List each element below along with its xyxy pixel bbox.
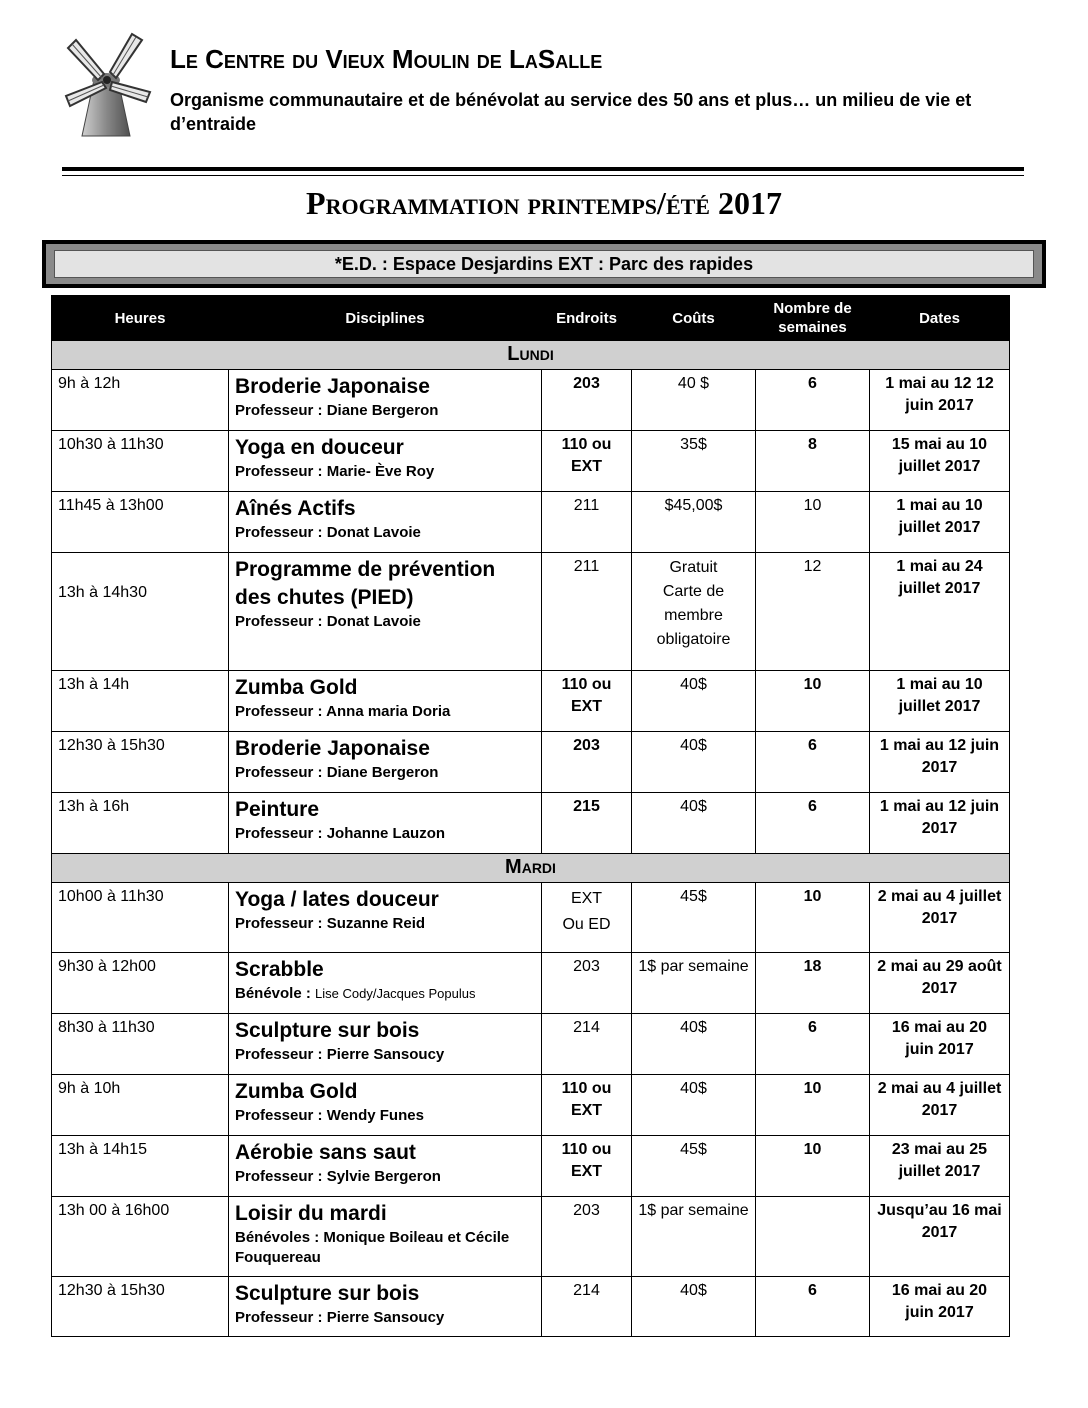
teacher-name: Monique Boileau et Cécile Fouquereau (235, 1229, 510, 1266)
cell-time: 9h à 10h (52, 1075, 229, 1136)
cell-discipline (229, 1014, 542, 1075)
table-row (52, 953, 1010, 1014)
cell-time: 13h 00 à 16h00 (52, 1197, 229, 1277)
cell-weeks (756, 1197, 870, 1277)
teacher-name: Donat Lavoie (326, 613, 421, 630)
cell-place (542, 883, 632, 953)
cell-dates: 1 mai au 10 juillet 2017 (870, 671, 1010, 732)
table-row (52, 732, 1010, 793)
cell-time: 10h00 à 11h30 (52, 883, 229, 953)
discipline-name: Yoga en douceur (235, 436, 404, 459)
cell-dates: 15 mai au 10 juillet 2017 (870, 431, 1010, 492)
cell-place: 211 (542, 492, 632, 553)
cell-weeks: 10 (756, 492, 870, 553)
teacher-label: Professeur : (235, 764, 327, 781)
cell-discipline (229, 953, 542, 1014)
cell-weeks: 6 (756, 1277, 870, 1337)
discipline-teacher (235, 914, 535, 934)
discipline-teacher (235, 612, 535, 632)
teacher-name: Marie- Ève Roy (326, 463, 435, 480)
cell-place: 215 (542, 793, 632, 854)
cell-dates: 1 mai au 24 juillet 2017 (870, 553, 1010, 671)
col-header-semaines-line1: Nombre de (773, 300, 852, 317)
cell-weeks: 6 (756, 732, 870, 793)
cell-cost: 1$ par semaine (632, 1197, 756, 1277)
discipline-name: Aînés Actifs (235, 497, 356, 520)
teacher-name: Johanne Lauzon (326, 825, 446, 842)
discipline-teacher (235, 763, 535, 783)
discipline-teacher (235, 1167, 535, 1187)
discipline-name: Sculpture sur bois (235, 1282, 420, 1305)
cell-dates: 16 mai au 20 juin 2017 (870, 1014, 1010, 1075)
teacher-name: Pierre Sansoucy (326, 1309, 445, 1326)
cell-place: 203 (542, 370, 632, 431)
cell-time: 12h30 à 15h30 (52, 732, 229, 793)
day-row-mardi (52, 854, 1010, 883)
cell-time: 9h à 12h (52, 370, 229, 431)
discipline-name: Aérobie sans saut (235, 1141, 416, 1164)
cell-time: 10h30 à 11h30 (52, 431, 229, 492)
discipline-name: Broderie Japonaise (235, 375, 430, 398)
cell-cost: 35$ (632, 431, 756, 492)
cell-weeks: 12 (756, 553, 870, 671)
discipline-teacher (235, 984, 535, 1004)
cell-discipline (229, 793, 542, 854)
discipline-name: Sculpture sur bois (235, 1019, 420, 1042)
cell-cost: 40$ (632, 1075, 756, 1136)
teacher-name: Anna maria Doria (326, 703, 451, 720)
cell-place: 203 (542, 1197, 632, 1277)
table-row (52, 1014, 1010, 1075)
teacher-name: Lise Cody/Jacques Populus (315, 986, 476, 1001)
cell-cost (632, 553, 756, 671)
cell-cost: 45$ (632, 883, 756, 953)
teacher-name: Sylvie Bergeron (326, 1168, 441, 1185)
cell-cost: 40$ (632, 1014, 756, 1075)
teacher-label: Bénévole : (235, 985, 316, 1002)
discipline-teacher (235, 824, 535, 844)
discipline-name: Zumba Gold (235, 676, 358, 699)
teacher-label: Professeur : (235, 825, 327, 842)
cost-line: membre (664, 607, 723, 624)
table-row (52, 671, 1010, 732)
teacher-label: Professeur : (235, 402, 327, 419)
cell-dates: 2 mai au 4 juillet 2017 (870, 1075, 1010, 1136)
teacher-name: Diane Bergeron (326, 402, 439, 419)
teacher-name: Suzanne Reid (326, 915, 426, 932)
table-row (52, 883, 1010, 953)
cell-cost: 40$ (632, 1277, 756, 1337)
table-row (52, 553, 1010, 671)
table-row (52, 1136, 1010, 1197)
cell-place: 110 ou EXT (542, 431, 632, 492)
teacher-label: Professeur : (235, 703, 327, 720)
cell-weeks: 8 (756, 431, 870, 492)
cell-cost: 40$ (632, 671, 756, 732)
place-line: Ou ED (562, 916, 611, 933)
cell-time: 12h30 à 15h30 (52, 1277, 229, 1337)
col-header-disciplines: Disciplines (229, 296, 542, 341)
cell-discipline (229, 883, 542, 953)
cell-discipline (229, 553, 542, 671)
cell-discipline (229, 732, 542, 793)
cell-dates: 2 mai au 29 août 2017 (870, 953, 1010, 1014)
organization-name: Le Centre du Vieux Moulin de LaSalle (170, 44, 603, 74)
discipline-name: Programme de prévention des chutes (PIED) (235, 558, 496, 609)
cell-weeks: 6 (756, 1014, 870, 1075)
col-header-dates: Dates (870, 296, 1010, 341)
discipline-teacher (235, 401, 535, 421)
discipline-teacher (235, 1228, 535, 1268)
cell-cost: 40$ (632, 793, 756, 854)
discipline-teacher (235, 1308, 535, 1328)
discipline-name: Yoga / lates douceur (235, 888, 439, 911)
cell-time: 13h à 14h15 (52, 1136, 229, 1197)
place-line: EXT (570, 890, 603, 907)
cell-discipline (229, 431, 542, 492)
cell-time: 13h à 16h (52, 793, 229, 854)
table-row (52, 492, 1010, 553)
teacher-name: Pierre Sansoucy (326, 1046, 445, 1063)
legend-text: *E.D. : Espace Desjardins EXT : Parc des rapides (54, 250, 1034, 278)
cell-time: 13h à 14h (52, 671, 229, 732)
cell-dates: 1 mai au 12 juin 2017 (870, 793, 1010, 854)
cell-discipline (229, 1197, 542, 1277)
cell-place: 110 ou EXT (542, 1136, 632, 1197)
windmill-logo (58, 22, 158, 142)
teacher-name: Diane Bergeron (326, 764, 439, 781)
organization-tagline: Organisme communautaire et de bénévolat au service des 50 ans et plus… un milieu de vie et d’entraide (170, 90, 972, 134)
cell-cost: 45$ (632, 1136, 756, 1197)
discipline-teacher (235, 462, 535, 482)
table-row (52, 793, 1010, 854)
cost-line: obligatoire (656, 631, 731, 648)
cell-dates: 16 mai au 20 juin 2017 (870, 1277, 1010, 1337)
cell-dates: Jusqu’au 16 mai 2017 (870, 1197, 1010, 1277)
header-divider-thin (62, 175, 1024, 176)
table-row (52, 1277, 1010, 1337)
cell-discipline (229, 1136, 542, 1197)
cell-weeks: 10 (756, 883, 870, 953)
cell-time: 11h45 à 13h00 (52, 492, 229, 553)
cell-time: 9h30 à 12h00 (52, 953, 229, 1014)
day-label: Lundi (52, 341, 1010, 370)
cell-time: 8h30 à 11h30 (52, 1014, 229, 1075)
cell-place: 203 (542, 953, 632, 1014)
table-row (52, 1075, 1010, 1136)
cell-cost: $45,00$ (632, 492, 756, 553)
table-header-row (52, 296, 1010, 341)
discipline-teacher (235, 1106, 535, 1126)
cell-discipline (229, 1075, 542, 1136)
cell-discipline (229, 370, 542, 431)
cell-weeks: 6 (756, 370, 870, 431)
cell-weeks: 10 (756, 1075, 870, 1136)
teacher-label: Bénévoles : (235, 1229, 324, 1246)
cell-weeks: 10 (756, 1136, 870, 1197)
cell-dates: 1 mai au 12 12 juin 2017 (870, 370, 1010, 431)
day-row-lundi (52, 341, 1010, 370)
teacher-label: Professeur : (235, 1168, 327, 1185)
cell-dates: 23 mai au 25 juillet 2017 (870, 1136, 1010, 1197)
table-row (52, 1197, 1010, 1277)
discipline-name: Zumba Gold (235, 1080, 358, 1103)
program-title: Programmation printemps/été 2017 (306, 185, 782, 221)
discipline-name: Loisir du mardi (235, 1202, 387, 1225)
cell-time: 13h à 14h30 (52, 553, 229, 671)
teacher-label: Professeur : (235, 463, 327, 480)
cell-place: 214 (542, 1277, 632, 1337)
cell-dates: 1 mai au 12 juin 2017 (870, 732, 1010, 793)
teacher-label: Professeur : (235, 915, 327, 932)
col-header-endroits: Endroits (542, 296, 632, 341)
col-header-couts: Coûts (632, 296, 756, 341)
cell-place: 110 ou EXT (542, 1075, 632, 1136)
cell-place: 110 ou EXT (542, 671, 632, 732)
cell-dates: 2 mai au 4 juillet 2017 (870, 883, 1010, 953)
teacher-label: Professeur : (235, 613, 327, 630)
teacher-label: Professeur : (235, 1309, 327, 1326)
cell-dates: 1 mai au 10 juillet 2017 (870, 492, 1010, 553)
col-header-semaines (756, 296, 870, 341)
discipline-name: Scrabble (235, 958, 324, 981)
discipline-teacher (235, 1045, 535, 1065)
col-header-semaines-line2: semaines (778, 319, 847, 336)
discipline-teacher (235, 702, 535, 722)
discipline-teacher (235, 523, 535, 543)
schedule-table (51, 295, 1010, 1337)
cell-cost: 40 $ (632, 370, 756, 431)
legend-box (42, 240, 1046, 288)
cost-line: Gratuit (669, 559, 718, 576)
cost-line: Carte de (662, 583, 725, 600)
cell-cost: 40$ (632, 732, 756, 793)
discipline-name: Peinture (235, 798, 320, 821)
teacher-label: Professeur : (235, 1107, 327, 1124)
cell-discipline (229, 492, 542, 553)
teacher-label: Professeur : (235, 1046, 327, 1063)
cell-weeks: 10 (756, 671, 870, 732)
cell-place: 214 (542, 1014, 632, 1075)
table-row (52, 431, 1010, 492)
teacher-label: Professeur : (235, 524, 327, 541)
cell-place: 211 (542, 553, 632, 671)
teacher-name: Wendy Funes (326, 1107, 424, 1124)
day-label: Mardi (52, 854, 1010, 883)
discipline-name: Broderie Japonaise (235, 737, 430, 760)
cell-discipline (229, 1277, 542, 1337)
cell-cost: 1$ par semaine (632, 953, 756, 1014)
table-row (52, 370, 1010, 431)
cell-weeks: 6 (756, 793, 870, 854)
cell-discipline (229, 671, 542, 732)
header-divider (62, 167, 1024, 171)
cell-place: 203 (542, 732, 632, 793)
teacher-name: Donat Lavoie (326, 524, 421, 541)
cell-weeks: 18 (756, 953, 870, 1014)
col-header-heures: Heures (52, 296, 229, 341)
